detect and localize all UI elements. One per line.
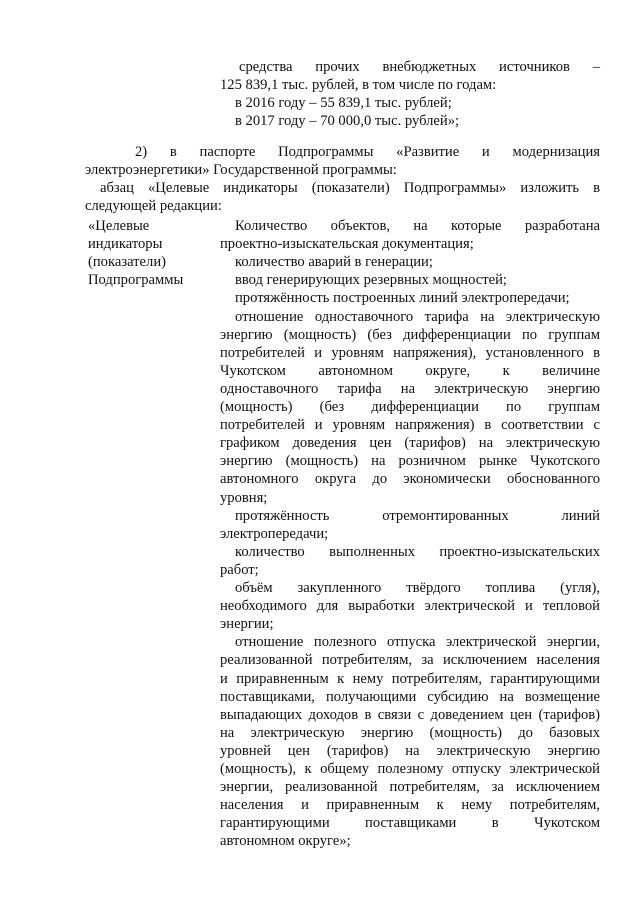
item2-line-3: абзац «Целевые индикаторы (показатели) Подпрограммы» изложить в: [100, 180, 600, 196]
indicator-line: протяжённость построенных линий электропередачи;: [235, 290, 570, 307]
indicator-line: Количество объектов, на которые разработана: [235, 218, 600, 234]
indicator-line: энергии;: [220, 616, 274, 633]
indicator-line: на электрическую энергию (мощность) до базовых: [220, 724, 600, 741]
indicator-line: (мощность) (без дифференциации по группам: [220, 399, 600, 415]
indicator-line: реализованной потребителям, за исключением населения: [220, 652, 600, 669]
indicator-line: энергии, реализованной потребителям, за исключением: [220, 779, 600, 796]
label-line-2: индикаторы: [88, 236, 163, 252]
indicator-line: потребителей и уровням напряжения), установленного в: [220, 344, 600, 361]
label-line-1: «Целевые: [88, 218, 150, 234]
indicator-line: электропередачи;: [220, 525, 329, 542]
top-line-4: в 2017 году – 70 000,0 тыс. рублей»;: [235, 113, 460, 129]
indicator-line: необходимого для выработки электрической и тепловой: [220, 598, 600, 615]
item2-line-4: следующей редакции:: [85, 198, 222, 214]
indicator-line: уровня;: [220, 489, 268, 506]
indicator-line: проектно-изыскательская документация;: [220, 236, 474, 253]
indicator-line: одноставочного тарифа на электрическую энергию: [220, 380, 600, 397]
indicator-line: гарантирующими поставщиками в Чукотском: [220, 815, 600, 832]
indicator-line: выпадающих доходов в связи с доведением цен (тарифов): [220, 706, 600, 723]
indicator-line: поставщиками, получающими субсидию на возмещение: [220, 688, 600, 705]
indicator-line: ввод генерирующих резервных мощностей;: [235, 272, 507, 289]
top-line-1: средства прочих внебюджетных источников –: [239, 59, 600, 75]
indicator-line: объём закупленного твёрдого топлива (угля),: [235, 580, 600, 596]
label-line-3: (показатели): [88, 254, 166, 270]
indicator-line: количество аварий в генерации;: [235, 254, 433, 271]
label-line-4: Подпрограммы: [88, 272, 184, 288]
indicator-line: потребителей и уровням напряжения) в соответствии с: [220, 417, 600, 434]
indicator-line: (мощность), к общему полезному отпуску электрической: [220, 761, 600, 777]
item2-line-1: 2) в паспорте Подпрограммы «Развитие и модернизация: [135, 144, 600, 160]
indicator-line: автономного округа до экономически обоснованного: [220, 471, 600, 488]
indicator-line: населения и приравненным к нему потребителям,: [220, 797, 600, 814]
indicator-line: Чукотском автономном округе, к величине: [220, 362, 600, 379]
indicator-line: энергию (мощность) (без дифференциации по группам: [220, 326, 600, 343]
item2-line-2: электроэнергетики» Государственной программы:: [85, 162, 397, 178]
indicator-line: энергию (мощность) на розничном рынке Чукотского: [220, 453, 600, 470]
top-line-3: в 2016 году – 55 839,1 тыс. рублей;: [235, 95, 452, 111]
indicator-line: количество выполненных проектно-изыскательских: [235, 543, 600, 560]
indicator-line: отношение одноставочного тарифа на электрическую: [235, 308, 600, 325]
indicator-line: графиком доведения цен (тарифов) на электрическую: [220, 435, 600, 452]
indicator-line: отношение полезного отпуска электрической энергии,: [235, 634, 600, 651]
indicator-line: работ;: [220, 561, 259, 578]
top-line-2: 125 839,1 тыс. рублей, в том числе по годам:: [220, 77, 497, 93]
indicator-line: уровней цен (тарифов) на электрическую энергию: [220, 742, 600, 759]
indicator-line: и приравненным к нему потребителям, гарантирующими: [220, 670, 600, 687]
indicator-line: автономном округе»;: [220, 833, 351, 850]
indicator-line: протяжённость отремонтированных линий: [235, 507, 600, 524]
